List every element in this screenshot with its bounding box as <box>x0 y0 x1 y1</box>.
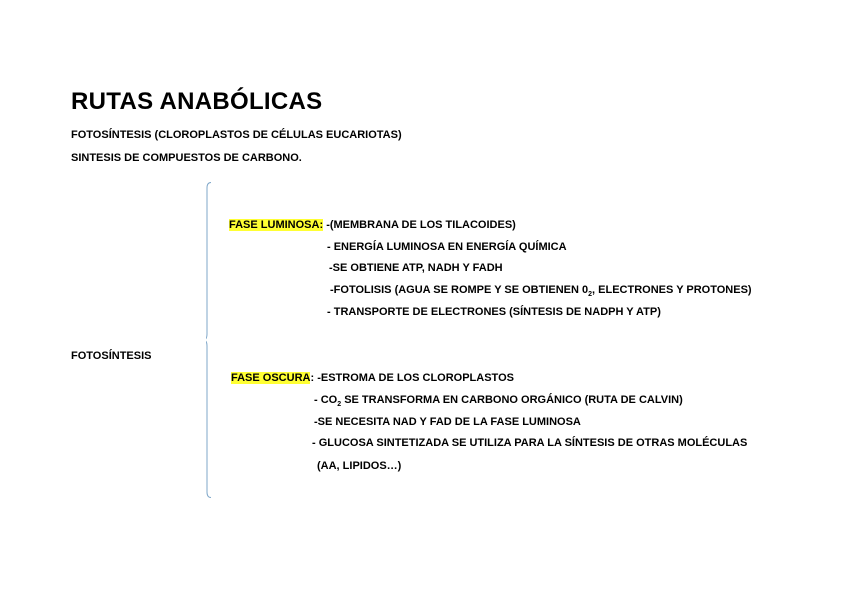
left-label-fotosintesis: FOTOSÍNTESIS <box>71 350 152 362</box>
fase-oscura-line4: - GLUCOSA SINTETIZADA SE UTILIZA PARA LA SÍNTESIS DE OTRAS MOLÉCULAS <box>312 437 748 449</box>
fase-oscura-line5: (AA, LIPIDOS…) <box>317 460 402 472</box>
co2-post: SE TRANSFORMA EN CARBONO ORGÁNICO (RUTA DE CALVIN) <box>341 394 683 406</box>
subtitle-sintesis: SINTESIS DE COMPUESTOS DE CARBONO. <box>71 152 302 164</box>
co2-pre: - CO <box>314 394 338 406</box>
fase-oscura-line3: -SE NECESITA NAD Y FAD DE LA FASE LUMINOSA <box>314 416 581 428</box>
fase-luminosa-line3: -SE OBTIENE ATP, NADH Y FADH <box>329 262 503 274</box>
fase-luminosa-row <box>229 219 516 231</box>
fotolisis-post: , ELECTRONES Y PROTONES) <box>592 284 752 296</box>
fotolisis-subscript: 2 <box>588 291 593 299</box>
page-title: RUTAS ANABÓLICAS <box>71 88 323 115</box>
fotolisis-pre: -FOTOLISIS (AGUA SE ROMPE Y SE OBTIENEN 0 <box>330 284 589 296</box>
fase-luminosa-label: FASE LUMINOSA: <box>229 219 324 231</box>
curly-brace <box>206 182 212 498</box>
fase-luminosa-line5: - TRANSPORTE DE ELECTRONES (SÍNTESIS DE NADPH Y ATP) <box>327 306 661 318</box>
fase-oscura-line2 <box>314 394 683 408</box>
fase-oscura-label: FASE OSCURA <box>231 372 311 384</box>
co2-subscript: 2 <box>337 401 342 409</box>
fase-luminosa-line2: - ENERGÍA LUMINOSA EN ENERGÍA QUÍMICA <box>327 241 567 253</box>
subtitle-fotosintesis: FOTOSÍNTESIS (CLOROPLASTOS DE CÉLULAS EUCARIOTAS) <box>71 129 402 141</box>
fase-luminosa-line4 <box>330 284 752 298</box>
fase-oscura-row <box>231 372 514 384</box>
fase-luminosa-line1: -(MEMBRANA DE LOS TILACOIDES) <box>326 219 516 231</box>
fase-oscura-line1: : -ESTROMA DE LOS CLOROPLASTOS <box>310 372 514 384</box>
